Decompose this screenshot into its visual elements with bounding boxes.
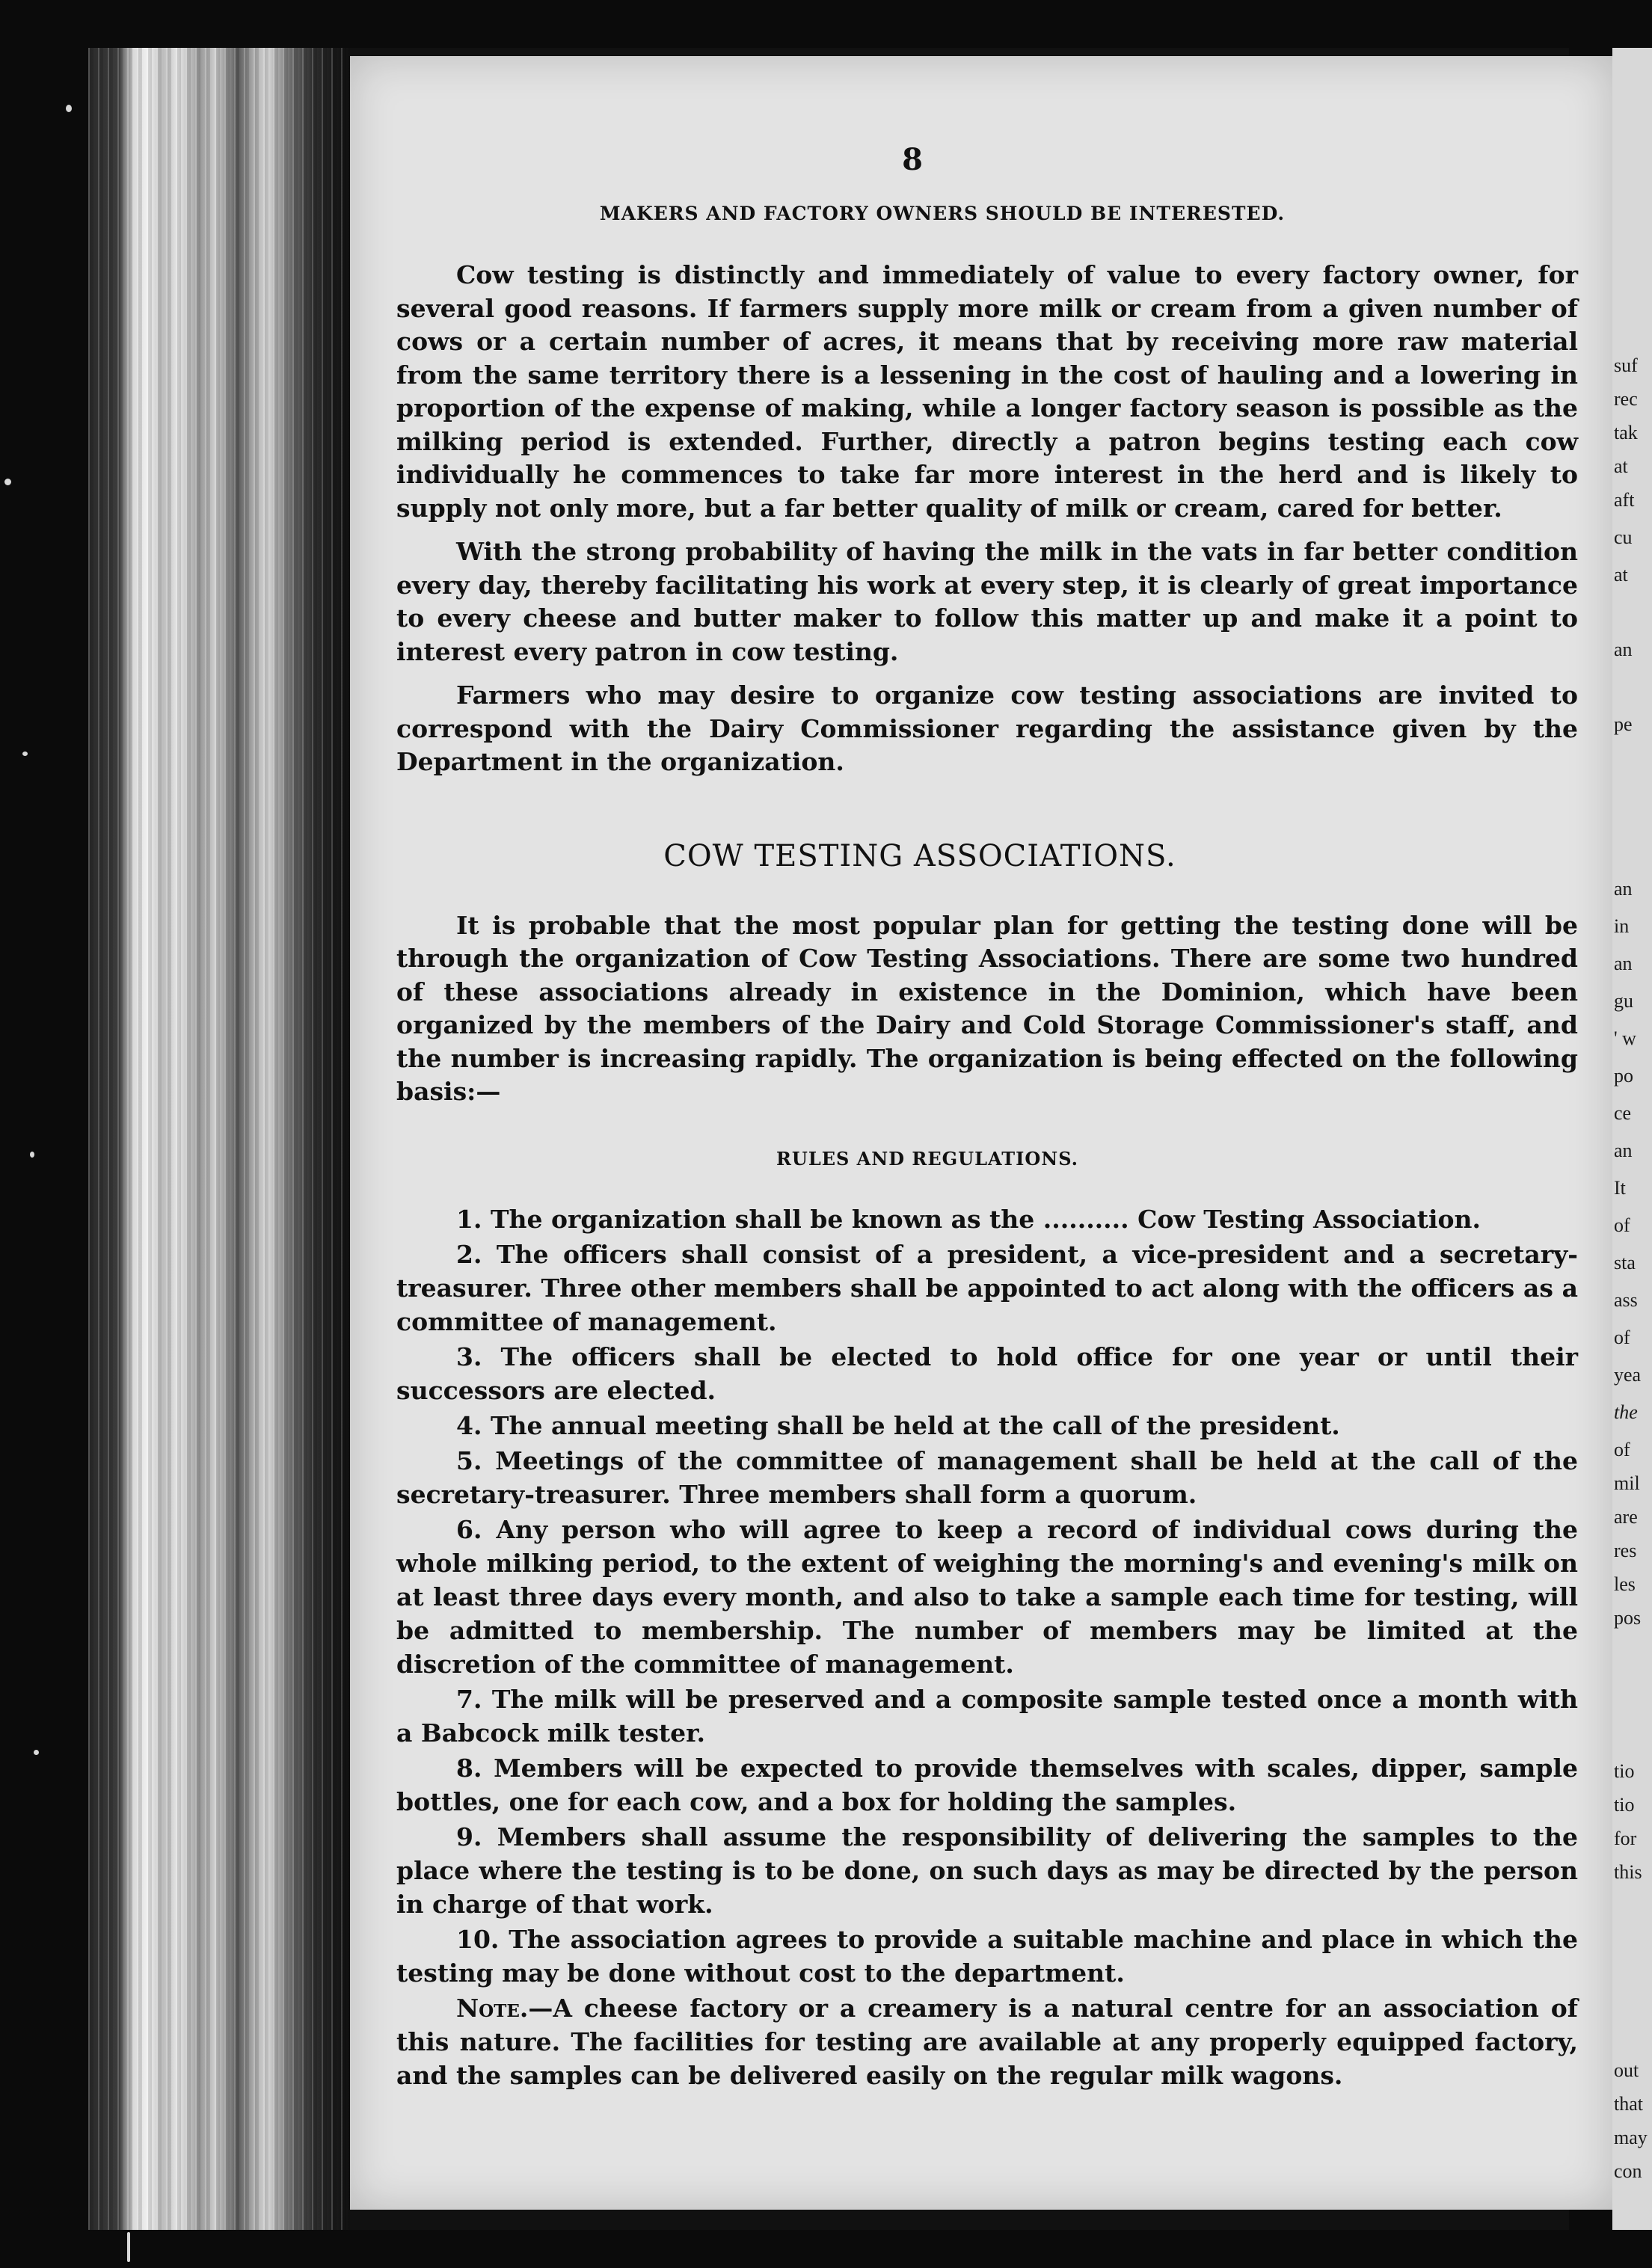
adjacent-fragment: of [1614,1327,1630,1348]
intro-paragraph: With the strong probability of having the milk in the vats in far better condition every day, thereby facilitating his work at every step, it is clearly of great importance to every cheese and butter maker to follow this matter up and make it a point to interest every patron in cow testing. [396,537,1578,666]
film-speck [127,2232,130,2262]
adjacent-fragment: sta [1614,1252,1636,1273]
adjacent-fragment: pe [1614,713,1633,735]
rule-item: 1. The organization shall be known as the .......... Cow Testing Association. [456,1204,1481,1234]
intro-paragraph: Cow testing is distinctly and immediately of value to every factory owner, for several good reasons. If farmers supply more milk or cream from a given number of cows or a certain number of acres, it means that by receiving more raw material from the same territory there is a lessening in the cost of hauling and a lowering in proportion of the expense of making, while a longer factory season is possible as the milking period is extended. Further, directly a patron begins testing each cow individually he commences to take far more interest in the herd and is likely to supply not only more, but a far better quality of milk or cream, cared for better. [396,260,1578,523]
adjacent-fragment: tak [1614,422,1638,443]
adjacent-fragment: It [1614,1177,1626,1199]
page-number: 8 [902,142,923,177]
adjacent-fragment: rec [1614,388,1638,410]
adjacent-fragment: may [1614,2127,1648,2148]
adjacent-fragment: this [1614,1861,1642,1883]
film-speck [34,1750,39,1755]
main-heading: COW TESTING ASSOCIATIONS. [663,838,1176,873]
rule-item: 8. Members will be expected to provide themselves with scales, dipper, sample bottles, one for each cow, and a box for holding the samples. [396,1753,1578,1816]
rule-item: 5. Meetings of the committee of management shall be held at the call of the secretary-treasurer. Three members shall form a quorum. [396,1445,1578,1509]
adjacent-fragment: of [1614,1439,1630,1460]
adjacent-fragment: aft [1614,489,1635,511]
intro-paragraph: Farmers who may desire to organize cow testing associations are invited to correspond with the Dairy Commissioner regarding the assistance given by the Department in the organization. [396,680,1578,776]
adjacent-fragment: con [1614,2160,1642,2182]
adjacent-fragment: an [1614,639,1633,660]
rules-heading: RULES AND REGULATIONS. [776,1147,1079,1170]
rule-item: 6. Any person who will agree to keep a record of individual cows during the whole milking period, to the extent of weighing the morning's and evening's milk on at least three days every month, and also to take a sample each time for testing, will be admitted to membership. The number of members may be limited at the discretion of the committee of management. [396,1514,1578,1679]
associations-paragraph: It is probable that the most popular plan for getting the testing done will be through the organization of Cow Testing Associations. There are some two hundred of these associations already in existence in the Dominion, which have been organized by the members of the Dairy and Cold Storage Commissioner's staff, and the number is increasing rapidly. The organization is being effected on the following basis:— [396,910,1578,1106]
adjacent-fragment: res [1614,1540,1637,1561]
adjacent-fragment: ' w [1614,1027,1636,1049]
adjacent-fragment: mil [1614,1472,1640,1494]
rule-item: 9. Members shall assume the responsibility of delivering the samples to the place where the testing is to be done, on such days as may be directed by the person in charge of that work. [396,1822,1578,1919]
rule-item: 10. The association agrees to provide a suitable machine and place in which the testing may be done without cost to the department. [396,1924,1578,1988]
adjacent-fragment: les [1614,1573,1636,1595]
adjacent-fragment: out [1614,2059,1639,2081]
film-speck [30,1152,34,1158]
adjacent-fragment: gu [1614,990,1633,1012]
adjacent-fragment: pos [1614,1607,1642,1629]
adjacent-fragment: an [1614,1140,1633,1161]
adjacent-fragment: an [1614,953,1633,974]
section-heading: MAKERS AND FACTORY OWNERS SHOULD BE INTERESTED. [599,203,1286,224]
adjacent-fragment: ass [1614,1289,1638,1311]
film-speck [66,105,72,112]
page-content [396,142,1578,2094]
adjacent-fragment: tio [1614,1794,1635,1816]
film-speck [22,752,28,756]
rule-item: 2. The officers shall consist of a president, a vice-president and a secretary-treasurer. Three other members shall be appointed to act along with the officers as a committee of management. [396,1239,1578,1336]
adjacent-fragment: yea [1614,1364,1642,1386]
adjacent-fragment: at [1614,564,1628,586]
adjacent-fragment: are [1614,1506,1638,1528]
adjacent-fragment: at [1614,455,1628,477]
adjacent-fragment: the [1614,1401,1638,1423]
rule-item: 4. The annual meeting shall be held at the call of the president. [456,1410,1340,1440]
film-speck [4,479,11,485]
adjacent-page-strip [1612,48,1652,2230]
rule-item: 7. The milk will be preserved and a composite sample tested once a month with a Babcock milk tester. [396,1684,1578,1748]
note-paragraph [396,1991,1578,2092]
note-label: Note. [456,1993,529,2023]
adjacent-fragment: for [1614,1828,1637,1849]
adjacent-fragment: in [1614,915,1630,937]
adjacent-fragment: that [1614,2093,1643,2115]
adjacent-fragment: ce [1614,1102,1632,1124]
rule-item: 3. The officers shall be elected to hold office for one year or until their successors are elected. [396,1342,1578,1405]
adjacent-fragment: po [1614,1065,1633,1087]
adjacent-fragment: an [1614,878,1633,900]
adjacent-fragment: of [1614,1214,1630,1236]
note-text: —A cheese factory or a creamery is a natural centre for an association of this nature. The facilities for testing are available at any properly equipped factory, and the samples can be delivered easily on the regular milk wagons. [396,1993,1578,2090]
adjacent-fragment: tio [1614,1760,1635,1782]
gutter-streaks [88,48,350,2230]
adjacent-fragment: cu [1614,526,1633,548]
adjacent-fragment: suf [1614,354,1638,376]
